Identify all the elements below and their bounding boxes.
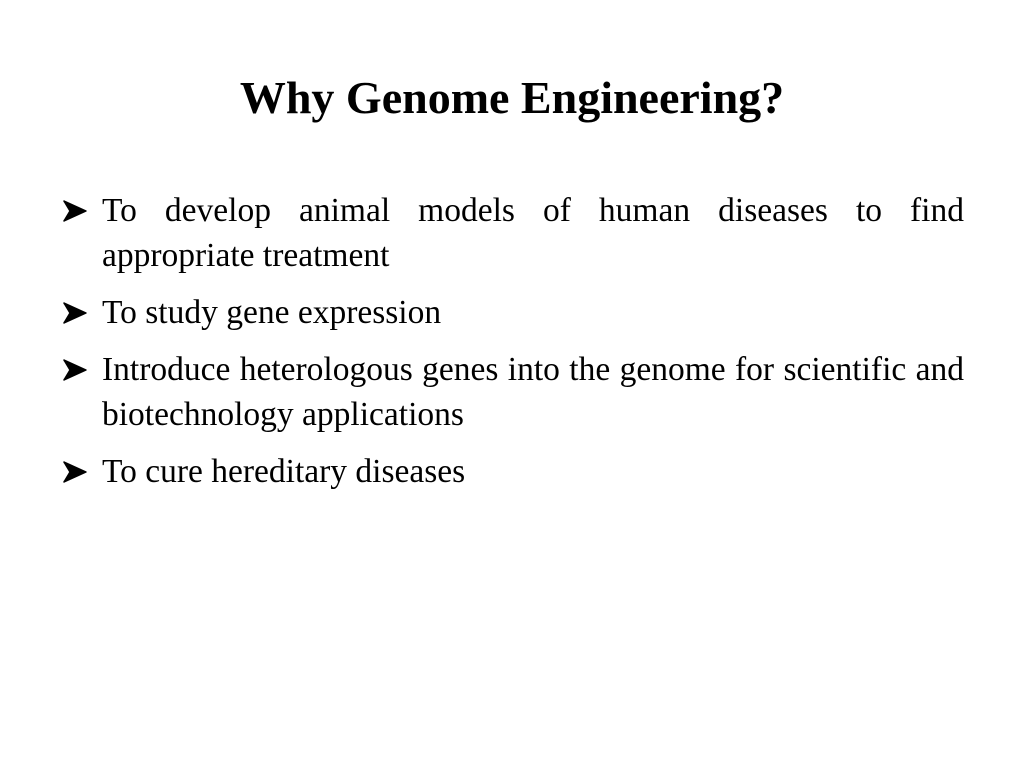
bullet-list (62, 188, 964, 506)
arrowhead-bullet-icon (62, 290, 94, 335)
bullet-text: To study gene expression (102, 294, 442, 331)
slide-title: Why Genome Engineering? (239, 72, 785, 123)
arrowhead-bullet-icon (62, 347, 94, 392)
bullet-item (62, 347, 964, 437)
bullet-text: To cure hereditary diseases (102, 453, 466, 490)
arrowhead-bullet-icon (62, 449, 94, 494)
bullet-item (62, 290, 964, 335)
bullet-item (62, 188, 964, 278)
arrowhead-bullet-icon (62, 188, 94, 233)
bullet-text: Introduce heterologous genes into the genome for scientific and biotechnology applications (102, 351, 964, 433)
bullet-item (62, 449, 964, 494)
bullet-text: To develop animal models of human diseases to find appropriate treatment (102, 192, 964, 274)
